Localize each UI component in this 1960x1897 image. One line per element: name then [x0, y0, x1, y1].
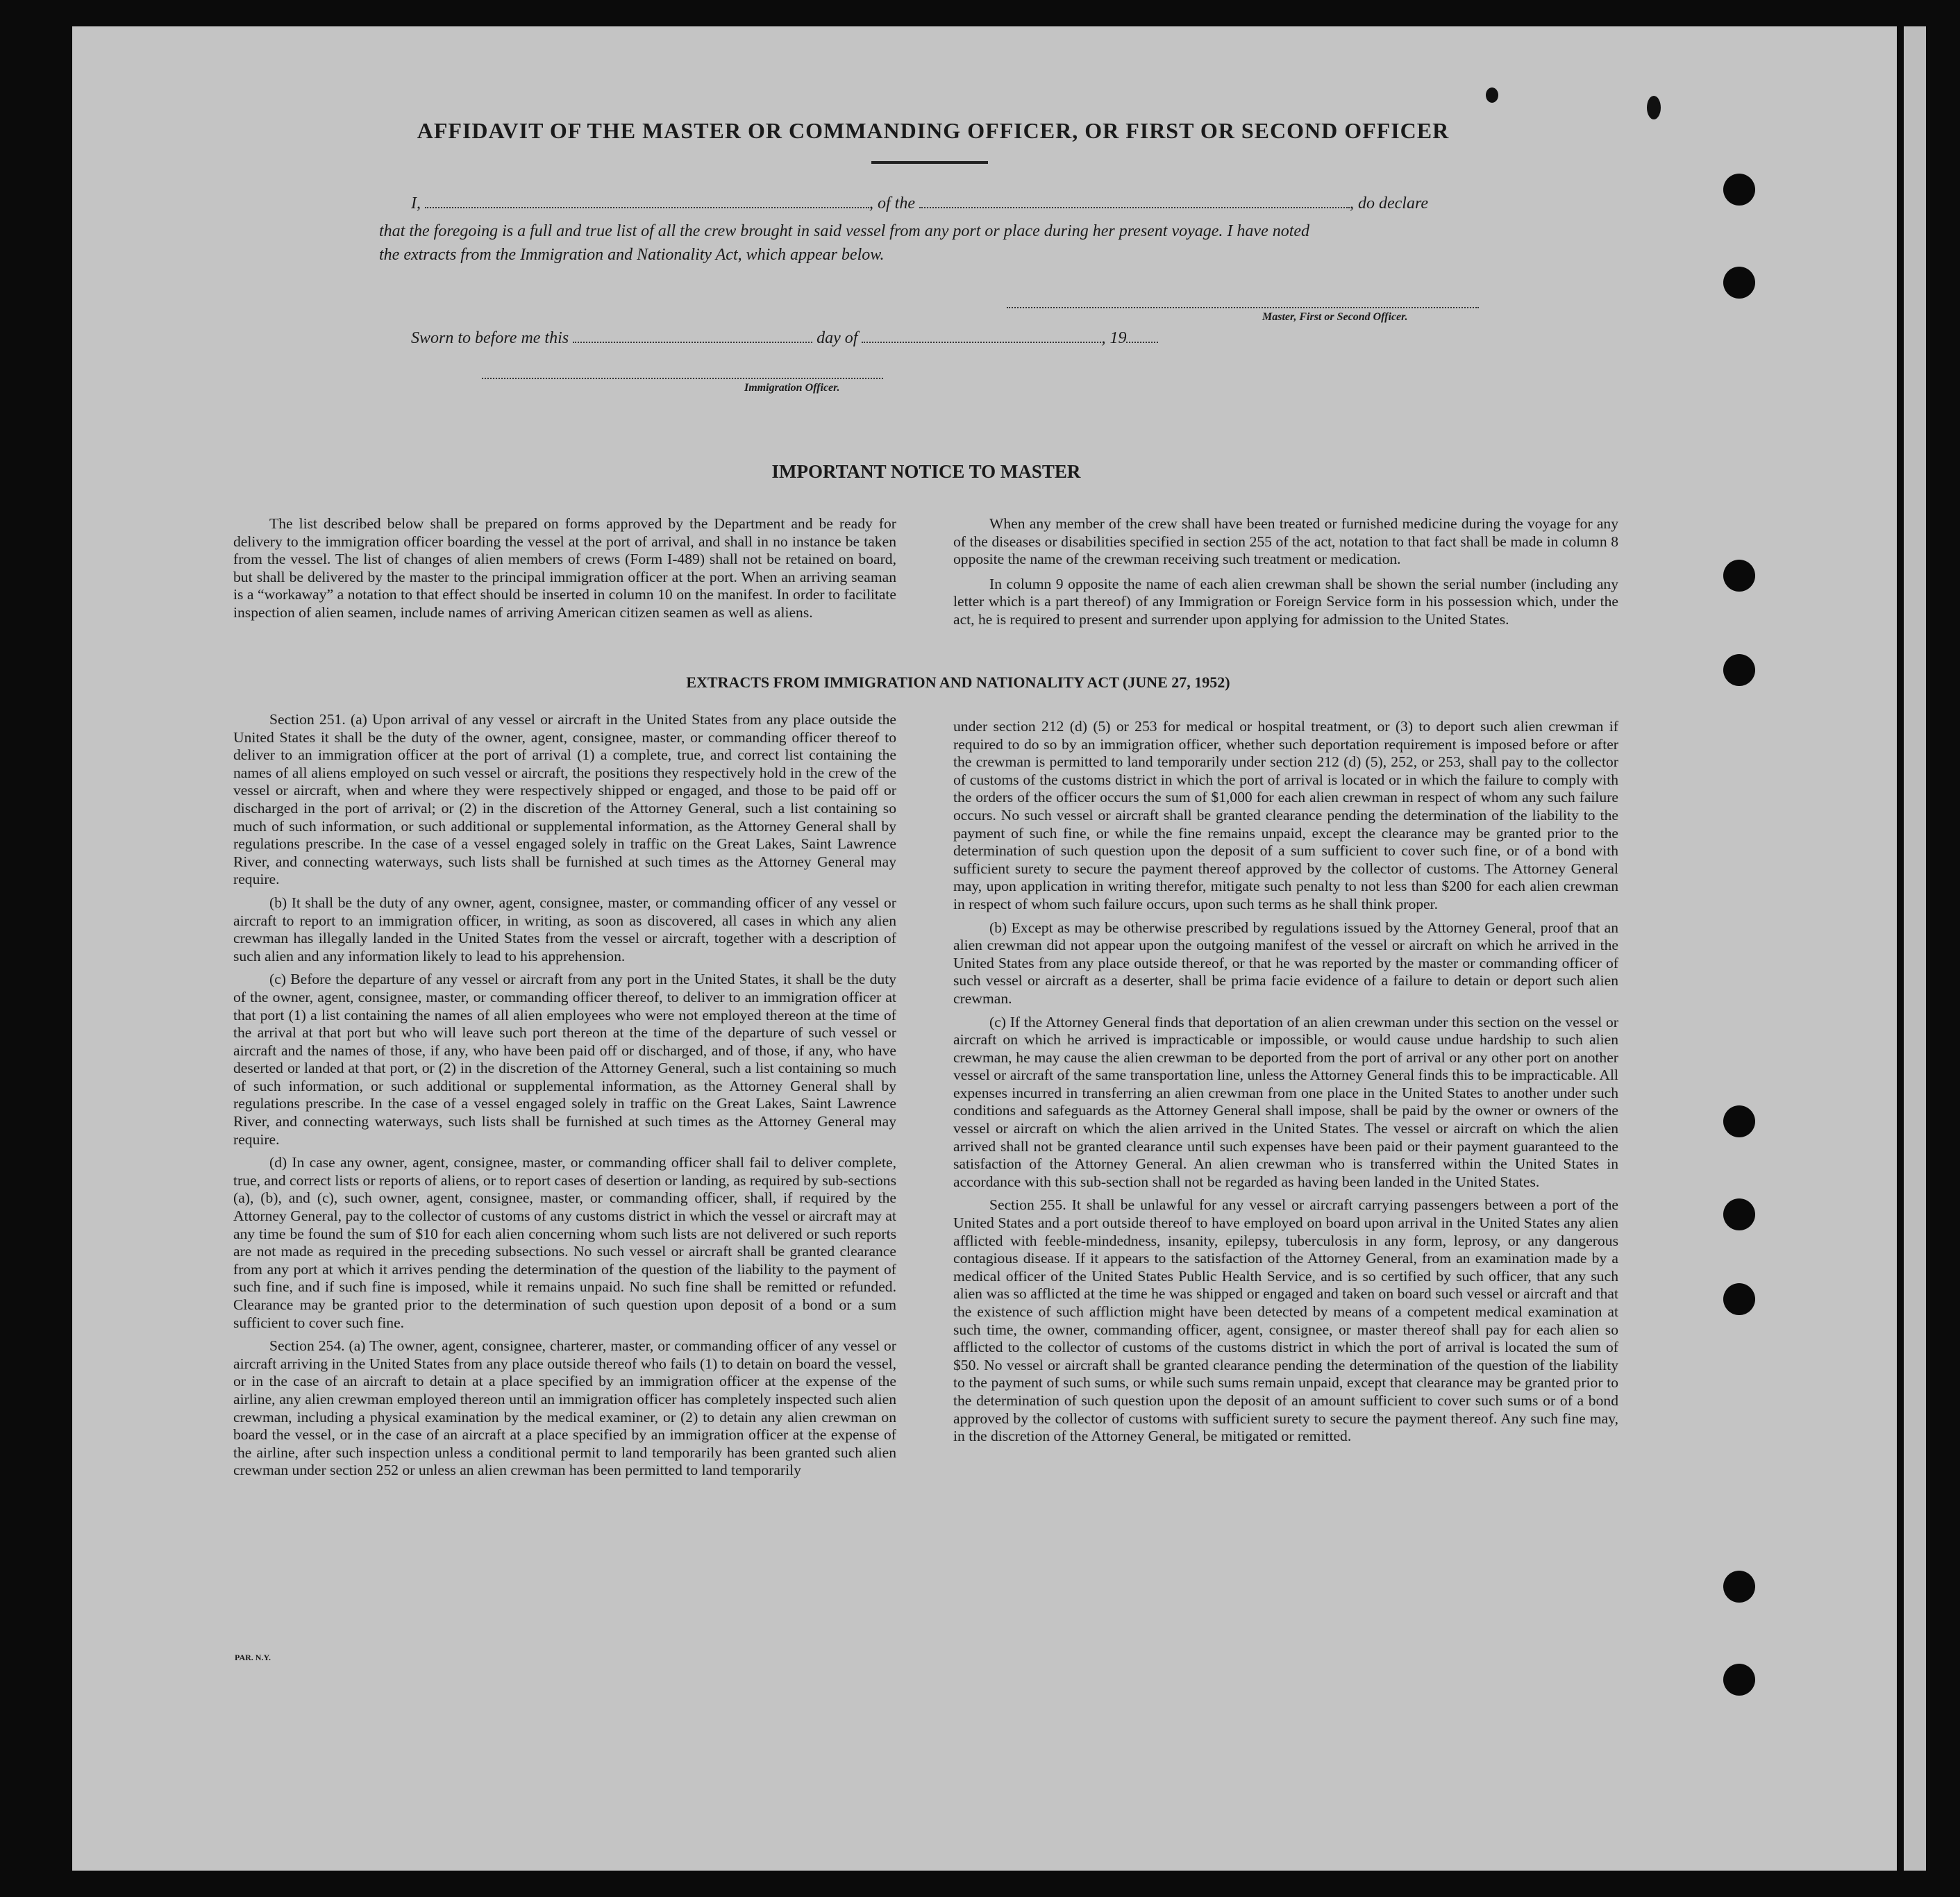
declare-end: , do declare [1350, 194, 1429, 212]
binder-hole [1723, 1571, 1755, 1603]
statement-line-1: that the foregoing is a full and true list of all the crew brought in said vessel from any port or place during her present voyage. I have noted [379, 222, 1310, 240]
name-field[interactable] [425, 200, 869, 208]
declare-of-the: , of the [869, 194, 915, 212]
binder-hole [1723, 174, 1755, 206]
extract-paragraph: (b) It shall be the duty of any owner, agent, consignee, master, or commanding officer of any vessel or aircraft to report to an immigration officer, in writing, as soon as discovered, all cases in which any alien crewman has illegally landed in the United States from the vessel or aircraft, together with a description of such alien and any information likely to lead to his apprehension. [233, 894, 896, 964]
extract-paragraph: (c) If the Attorney General finds that deportation of an alien crewman under this section on the vessel or aircraft on which he arrived is impracticable or impossible, or would cause undue hardship to such alien crewman, he may cause the alien crewman to be deported from the port of arrival or any other port on another vessel or aircraft of the same transportation line, unless the Attorney General finds this to be impracticable. All expenses incurred in transferring an alien crewman from one place in the United States to another under such conditions and safeguards as the Attorney General shall impose, shall be paid by the owner or owners of the vessel or aircraft on which the alien arrived in the United States. The vessel or aircraft on which the alien arrived shall not be granted clearance until such expenses have been paid or their payment guaranteed to the satisfaction of the Attorney General. An alien crewman who is transferred within the United States in accordance with this sub-section shall not be regarded as having been landed in the United States. [953, 1013, 1618, 1190]
extracts-left-column [233, 711, 896, 1485]
ink-speck [1486, 87, 1498, 103]
extracts-right-column [953, 718, 1618, 1451]
vessel-field[interactable] [919, 200, 1350, 208]
master-caption: Master, First or Second Officer. [1262, 311, 1408, 323]
ink-speck [1647, 96, 1661, 119]
sworn-year: , 19 [1101, 329, 1127, 347]
extract-paragraph: Section 255. It shall be unlawful for any vessel or aircraft carrying passengers between a port of the United States and a port outside thereof to have employed on board upon arrival in the United States any alien afflicted with feeble-mindedness, insanity, epilepsy, tuberculosis in any form, leprosy, or any dangerous contagious disease. If it appears to the satisfaction of the Attorney General, from an examination made by a medical officer of the United States Public Health Service, and is so certified by such officer, that any such alien was so afflicted at the time he was shipped or engaged and taken on board such vessel or aircraft and that the existence of such affliction might have been detected by means of a competent medical examination at such time, the owner, commanding officer, agent, consignee, or master thereof shall pay for each alien so afflicted to the collector of customs of the customs district in which the port of arrival is located the sum of $50. No vessel or aircraft shall be granted clearance pending the determination of the question of the liability to the payment of such sums, or while such sums remain unpaid, except that clearance may be granted prior to the determination of such question upon the deposit of an amount sufficient to cover such sums or of a bond approved by the collector of customs with sufficient surety to secure the payment thereof. Any such fine may, in the discretion of the Attorney General, be mitigated or remitted. [953, 1196, 1618, 1445]
sworn-day-of: day of [816, 329, 858, 347]
notice-right-paragraph-1: When any member of the crew shall have been treated or furnished medicine during the voyage for any of the diseases or disabilities specified in section 255 of the act, notation to that fact shall be made in column 8 opposite the name of the crewman receiving such treatment or medication. [953, 515, 1618, 568]
notice-title: IMPORTANT NOTICE TO MASTER [771, 461, 1081, 482]
extract-paragraph: (b) Except as may be otherwise prescribed by regulations issued by the Attorney General, proof that an alien crewman did not appear upon the outgoing manifest of the vessel or aircraft on which he arrived in the United States from any place outside thereof, or that he was reported by the master or commanding officer of such vessel or aircraft as a deserter, shall be prima facie evidence of a failure to detain or deport such alien crewman. [953, 919, 1618, 1007]
binder-hole [1723, 560, 1755, 592]
binder-hole [1723, 1105, 1755, 1137]
notice-right-paragraph-2: In column 9 opposite the name of each alien crewman shall be shown the serial number (including any letter which is a part thereof) of any Immigration or Foreign Service form in his possession which, under the act, he is required to present and surrender upon applying for admission to the United States. [953, 575, 1618, 628]
binder-hole [1723, 1283, 1755, 1315]
declaration-line [411, 194, 1428, 213]
binder-hole [1723, 654, 1755, 686]
binder-hole [1723, 267, 1755, 299]
title-underline [871, 161, 988, 164]
extracts-title: EXTRACTS FROM IMMIGRATION AND NATIONALITY ACT (JUNE 27, 1952) [686, 674, 1230, 691]
binder-hole [1723, 1664, 1755, 1696]
extract-paragraph: Section 254. (a) The owner, agent, consignee, charterer, master, or commanding officer of any vessel or aircraft arriving in the United States from any place outside thereof who fails (1) to detain on board the vessel, or in the case of an aircraft to detain at a place specified by an immigration officer at the expense of the airline, any alien crewman employed thereon until an immigration officer has completely inspected such alien crewman, including a physical examination by the medical examiner, or (2) to detain any alien crewman on board the vessel, or in the case of an aircraft at a place specified by an immigration officer at the expense of the airline, after such inspection unless a conditional permit to land temporarily has been granted such alien crewman under section 252 or unless an alien crewman has been permitted to land temporarily [233, 1337, 896, 1479]
adjacent-page-edge [1904, 26, 1926, 1871]
declare-i: I, [411, 194, 421, 212]
affidavit-title: AFFIDAVIT OF THE MASTER OR COMMANDING OFFICER, OR FIRST OR SECOND OFFICER [417, 118, 1450, 143]
sworn-prefix: Sworn to before me this [411, 329, 569, 347]
sworn-year-field[interactable] [1126, 335, 1158, 343]
extract-paragraph: Section 251. (a) Upon arrival of any vessel or aircraft in the United States from any place outside the United States it shall be the duty of the owner, agent, consignee, master, or commanding officer thereof to deliver to an immigration officer at the port of arrival (1) a complete, true, and correct list containing the names of all aliens employed on such vessel or aircraft, the positions they respectively hold in the crew of the vessel or aircraft, when and where they were respectively shipped or engaged, and those to be paid off or discharged in the port of arrival; or (2) in the discretion of the Attorney General, such a list containing so much of such information, or such additional or supplemental information, as the Attorney General shall by regulations prescribe. In the case of a vessel engaged solely in traffic on the Great Lakes, Saint Lawrence River, and connecting waterways, such lists shall be furnished at such times as the Attorney General may require. [233, 711, 896, 888]
sworn-day-field[interactable] [573, 335, 812, 343]
master-signature-line[interactable] [1007, 307, 1479, 308]
extract-paragraph: (d) In case any owner, agent, consignee, master, or commanding officer shall fail to deliver complete, true, and correct lists or reports of aliens, or to report cases of desertion or landing, as required by sub-sections (a), (b), and (c), such owner, agent, consignee, master, or commanding officer, shall, if required by the Attorney General, pay to the collector of customs of any customs district in which the vessel or aircraft may at any time be found the sum of $10 for each alien concerning whom such lists are not delivered or such reports are not made as required in the preceding subsections. No such vessel or aircraft shall be granted clearance from any port at which it arrives pending the determination of the question of the liability to the payment of such fine, and if such fine is imposed, while it remains unpaid. No such fine shall be remitted or refunded. Clearance may be granted prior to the determination of such question upon deposit of a bond or a sum sufficient to cover such fine. [233, 1154, 896, 1331]
notice-right-column [953, 515, 1618, 636]
notice-left-paragraph: The list described below shall be prepared on forms approved by the Department and be ready for delivery to the immigration officer boarding the vessel at the port of arrival, and shall in no instance be taken from the vessel. The list of changes of alien members of crews (Form I-489) shall not be retained on board, but shall be delivered by the master to the principal immigration officer at the port. When an arriving seaman is a “workaway” a notation to that effect should be inserted in column 10 on the manifest. In order to facilitate inspection of alien seamen, include names of arriving American citizen seamen as well as aliens. [233, 515, 896, 621]
printer-mark: PAR. N.Y. [235, 1653, 271, 1662]
statement-line-2: the extracts from the Immigration and Nationality Act, which appear below. [379, 246, 885, 264]
notice-left-column [233, 515, 896, 629]
extract-paragraph: (c) Before the departure of any vessel or aircraft from any port in the United States, it shall be the duty of the owner, agent, consignee, master, or commanding officer thereof, to deliver to an immigration officer at that port (1) a list containing the names of all alien employees who were not employed thereon at the time of the arrival at that port but who will leave such port thereon at the time of the departure of such vessel or aircraft and the names of those, if any, who have been paid off or discharged, and of those, if any, who have deserted or landed at that port, or (2) in the discretion of the Attorney General, such a list containing so much of such information, or such additional or supplemental information, as the Attorney General shall by regulations prescribe. In the case of a vessel engaged solely in traffic on the Great Lakes, Saint Lawrence River, and connecting waterways, such lists shall be furnished at such times as the Attorney General may require. [233, 971, 896, 1148]
binder-hole [1723, 1198, 1755, 1230]
officer-caption: Immigration Officer. [744, 382, 840, 394]
sworn-line [411, 329, 1158, 348]
officer-signature-line[interactable] [482, 378, 883, 379]
extract-paragraph: under section 212 (d) (5) or 253 for medical or hospital treatment, or (3) to deport such alien crewman if required to do so by an immigration officer, whether such deportation requirement is imposed before or after the crewman is permitted to land temporarily under section 212 (d) (5), 252, or 253, shall pay to the collector of customs of the customs district in which the port of arrival is located or in which the failure to comply with the orders of the officer occurs the sum of $1,000 for each alien crewman in respect of whom any such failure occurs. No such vessel or aircraft shall be granted clearance pending the determination of the liability to the payment of such fine, or while the fine remains unpaid, except the clearance may be granted prior to the determination of such question upon the deposit of a sum sufficient to cover such fine, or of a bond with sufficient surety to secure the payment thereof approved by the collector of customs. The Attorney General may, upon application in writing therefor, mitigate such penalty to not less than $200 for each alien crewman in respect of whom such failure occurs, upon such terms as he shall think proper. [953, 718, 1618, 912]
sworn-month-field[interactable] [862, 335, 1101, 343]
